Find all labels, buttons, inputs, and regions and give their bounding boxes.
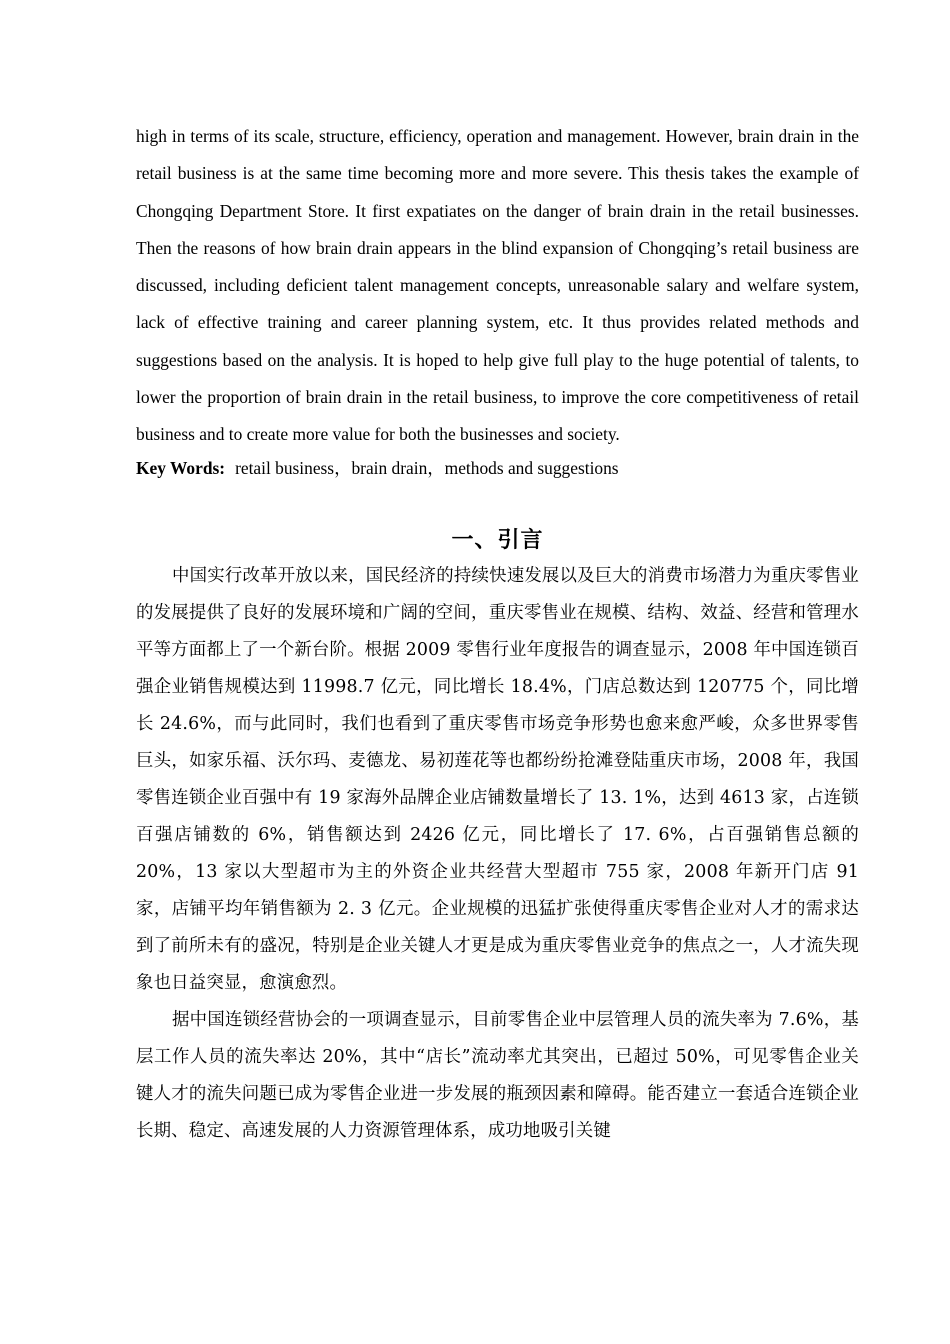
section-heading: 一、引言 — [451, 527, 544, 553]
keywords-label: Key Words: — [136, 457, 226, 478]
keywords-line — [136, 456, 859, 480]
abstract-paragraph: high in terms of its scale, structure, efficiency, operation and management. However, brain drain in the retail business is at the same time becoming more and more severe. This thesis takes the example of Chongqing Department Store. It first expatiates on the danger of brain drain in the retail businesses. Then the reasons of how brain drain appears in the blind expansion of Chongqing’s retail business are discussed, including deficient talent management concepts, unreasonable salary and welfare system, lack of effective training and career planning system, etc. It thus provides related methods and suggestions based on the analysis. It is hoped to help give full play to the huge potential of talents, to lower the proportion of brain drain in the retail business, to improve the core competitiveness of retail business and to create more value for both the businesses and society. — [136, 126, 859, 445]
document-page — [136, 118, 859, 1150]
keywords-value: retail business，brain drain，methods and suggestions — [235, 457, 619, 478]
body-paragraph-1: 中国实行改革开放以来，国民经济的持续快速发展以及巨大的消费市场潜力为重庆零售业的发展提供了良好的发展环境和广阔的空间，重庆零售业在规模、结构、效益、经营和管理水平等方面都上了一个新台阶。根据 2009 零售行业年度报告的调查显示，2008 年中国连锁百强企业销售规模达到 11998.7 亿元，同比增长 18.4%，门店总数达到 120775 个，同比增长 24.6%，而与此同时，我们也看到了重庆零售市场竞争形势也愈来愈严峻，众多世界零售巨头，如家乐福、沃尔玛、麦德龙、易初莲花等也都纷纷抢滩登陆重庆市场，2008 年，我国零售连锁企业百强中有 19 家海外品牌企业店铺数量增长了 13. 1%，达到 4613 家，占连锁百强店铺数的 6%，销售额达到 2426 亿元，同比增长了 17. 6%，占百强销售总额的 20%，13 家以大型超市为主的外资企业共经营大型超市 755 家，2008 年新开门店 91 家，店铺平均年销售额为 2. 3 亿元。企业规模的迅猛扩张使得重庆零售企业对人才的需求达到了前所未有的盛况，特别是企业关键人才更是成为重庆零售业竞争的焦点之一，人才流失现象也日益突显，愈演愈烈。 — [136, 565, 859, 993]
body-paragraph-2: 据中国连锁经营协会的一项调查显示，目前零售企业中层管理人员的流失率为 7.6%，基层工作人员的流失率达 20%，其中“店长”流动率尤其突出，已超过 50%，可见零售企业关键人才的流失问题已成为零售企业进一步发展的瓶颈因素和障碍。能否建立一套适合连锁企业长期、稳定、高速发展的人力资源管理体系，成功地吸引关键 — [136, 1009, 859, 1141]
